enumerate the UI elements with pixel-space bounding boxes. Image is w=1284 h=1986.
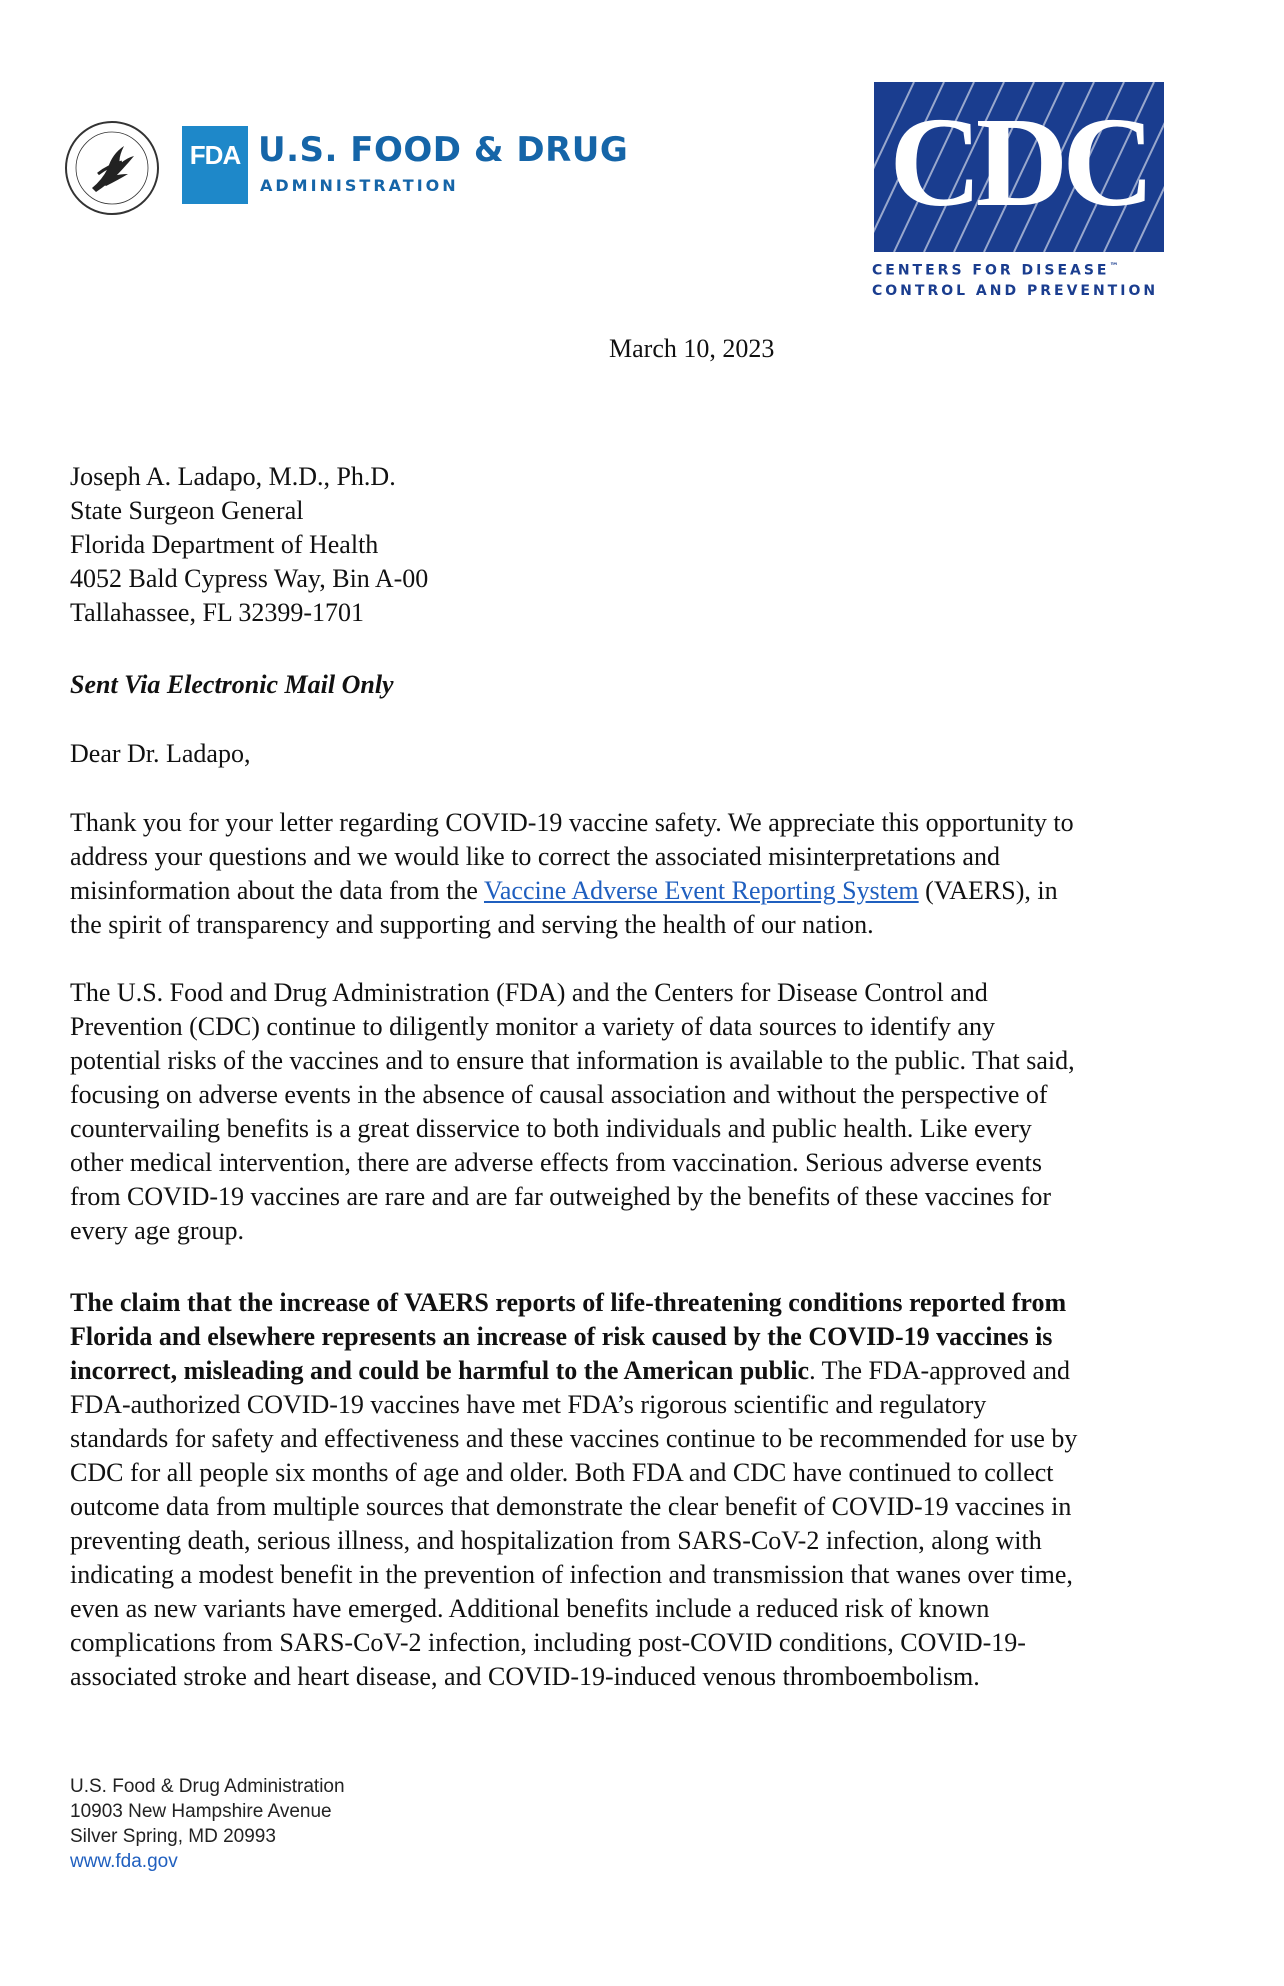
paragraph-line: Prevention (CDC) continue to diligently monitor a variety of data sources to identify any [70,1012,995,1041]
address-line: 4052 Bald Cypress Way, Bin A-00 [70,564,429,593]
address-line: Florida Department of Health [70,530,379,559]
paragraph-line: FDA-authorized COVID-19 vaccines have met FDA’s rigorous scientific and regulatory [70,1390,987,1419]
paragraph-line: incorrect, misleading and could be harmful to the American public. The FDA-approved and [70,1356,1070,1385]
paragraph-line: indicating a modest benefit in the prevention of infection and transmission that wanes over time, [70,1560,1073,1589]
paragraph-line: preventing death, serious illness, and hospitalization from SARS-CoV-2 infection, along with [70,1526,1042,1555]
salutation: Dear Dr. Ladapo, [70,739,251,768]
fda-logo-mark: FDA [182,126,248,204]
footer-line: 10903 New Hampshire Avenue [70,1801,332,1822]
letter-date: March 10, 2023 [609,334,775,363]
paragraph-line: focusing on adverse events in the absence of causal association and without the perspective of [70,1080,1048,1109]
paragraph-line: misinformation about the data from the Vaccine Adverse Event Reporting System (VAERS), in [70,876,1058,905]
paragraph-line: address your questions and we would like to correct the associated misinterpretations and [70,842,1000,871]
footer-line: U.S. Food & Drug Administration [70,1776,345,1797]
paragraph-2 [70,976,1234,1248]
recipient-address [70,460,428,630]
paragraph-line: other medical intervention, there are adverse effects from vaccination. Serious adverse events [70,1148,1042,1177]
paragraph-line: CDC for all people six months of age and older. Both FDA and CDC have continued to collect [70,1458,1054,1487]
paragraph-line: countervailing benefits is a great disservice to both individuals and public health. Like every [70,1114,1032,1143]
fda-website-link[interactable]: www.fda.gov [70,1851,178,1872]
paragraph-line: potential risks of the vaccines and to ensure that information is available to the public. That said, [70,1046,1075,1075]
paragraph-1 [70,806,1234,942]
footer-address [70,1774,345,1874]
footer-line: Silver Spring, MD 20993 [70,1826,276,1847]
paragraph-line: every age group. [70,1216,244,1245]
paragraph-line: The claim that the increase of VAERS reports of life-threatening conditions reported from [70,1288,1067,1317]
paragraph-line: even as new variants have emerged. Additional benefits include a reduced risk of known [70,1594,990,1623]
address-line: State Surgeon General [70,496,304,525]
vaers-link[interactable]: Vaccine Adverse Event Reporting System [483,876,919,905]
cdc-logo [874,82,1164,252]
paragraph-line: outcome data from multiple sources that demonstrate the clear benefit of COVID-19 vaccines in [70,1492,1072,1521]
delivery-note: Sent Via Electronic Mail Only [70,670,394,699]
address-line: Tallahassee, FL 32399-1701 [70,598,364,627]
paragraph-line: standards for safety and effectiveness and these vaccines continue to be recommended for use by [70,1424,1078,1453]
hhs-eagle-seal-icon [62,118,162,218]
paragraph-line: complications from SARS-CoV-2 infection, including post-COVID conditions, COVID-19- [70,1628,1026,1657]
paragraph-line: the spirit of transparency and supporting and serving the health of our nation. [70,910,874,939]
paragraph-line: Florida and elsewhere represents an increase of risk caused by the COVID-19 vaccines is [70,1322,1053,1351]
fda-name: U.S. FOOD & DRUG [258,130,629,170]
cdc-subline-2: CONTROL AND PREVENTION [872,283,1159,299]
paragraph-line: Thank you for your letter regarding COVID-19 vaccine safety. We appreciate this opportunity to [70,808,1074,837]
cdc-logo-mark: CDC [889,91,1149,233]
cdc-subline-1: CENTERS FOR DISEASE™ [872,262,1119,279]
fda-subname: ADMINISTRATION [260,176,459,195]
address-line: Joseph A. Ladapo, M.D., Ph.D. [70,462,396,491]
paragraph-line: The U.S. Food and Drug Administration (FDA) and the Centers for Disease Control and [70,978,988,1007]
paragraph-line: associated stroke and heart disease, and COVID-19-induced venous thromboembolism. [70,1662,980,1691]
paragraph-3 [70,1286,1234,1694]
paragraph-line: from COVID-19 vaccines are rare and are far outweighed by the benefits of these vaccines for [70,1182,1052,1211]
